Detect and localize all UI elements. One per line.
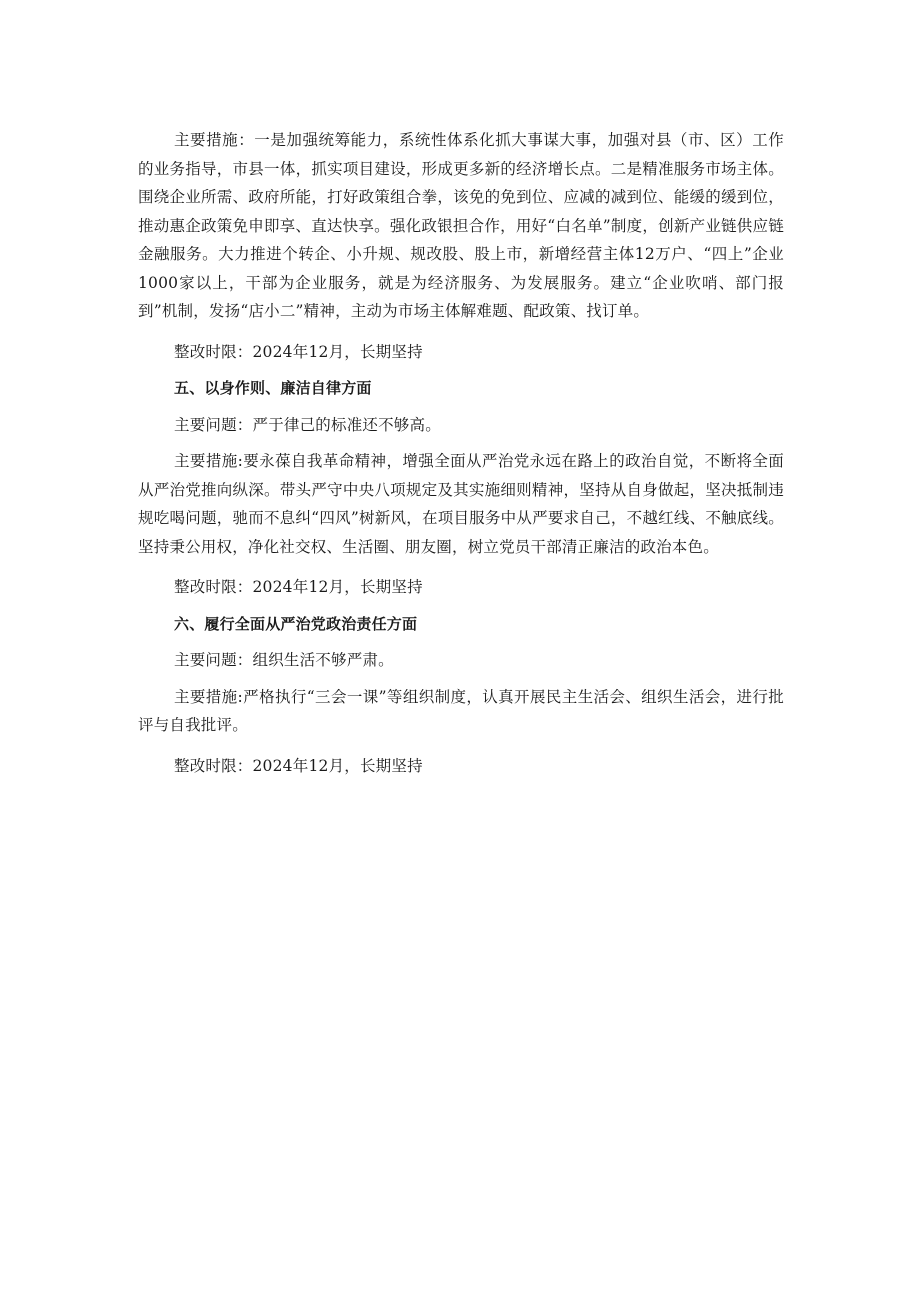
section-heading-six: 六、履行全面从严治党政治责任方面 [174,614,418,633]
measures-paragraph-integrity: 主要措施:要永葆自我革命精神，增强全面从严治党永远在路上的政治自觉，不断将全面从严治党推向纵深。带头严守中央八项规定及其实施细则精神，坚持从自身做起，坚决抵制违规吃喝问题，驰而不息纠“四风”树新风，在项目服务中从严要求自己，不越红线、不触底线。坚持秉公用权，净化社交权、生活圈、朋友圈，树立党员干部清正廉洁的政治本色。 [138,452,784,556]
measures-paragraph-economy: 主要措施：一是加强统筹能力，系统性体系化抓大事谋大事，加强对县（市、区）工作的业务指导，市县一体，抓实项目建设，形成更多新的经济增长点。二是精准服务市场主体。围绕企业所需、政府所能，打好政策组合拳，该免的免到位、应减的减到位、能缓的缓到位，推动惠企政策免申即享、直达快享。强化政银担合作，用好“白名单”制度，创新产业链供应链金融服务。大力推进个转企、小升规、规改股、股上市，新增经营主体12万户、“四上”企业1000家以上，干部为企业服务，就是为经济服务、为发展服务。建立“企业吹哨、部门报到”机制，发扬“店小二”精神，主动为市场主体解难题、配政策、找订单。 [138,131,784,320]
measures-paragraph-organization: 主要措施:严格执行“三会一课”等组织制度，认真开展民主生活会、组织生活会，进行批评与自我批评。 [138,687,784,734]
deadline-line: 整改时限：2024年12月，长期坚持 [174,756,423,775]
deadline-line: 整改时限：2024年12月，长期坚持 [174,578,423,596]
main-problem-line: 主要问题：严于律己的标准还不够高。 [174,415,441,434]
section-heading-five: 五、以身作则、廉洁自律方面 [174,379,372,397]
document-body [138,126,784,788]
main-problem-line: 主要问题：组织生活不够严肃。 [174,651,394,669]
deadline-line: 整改时限：2024年12月，长期坚持 [174,342,423,361]
